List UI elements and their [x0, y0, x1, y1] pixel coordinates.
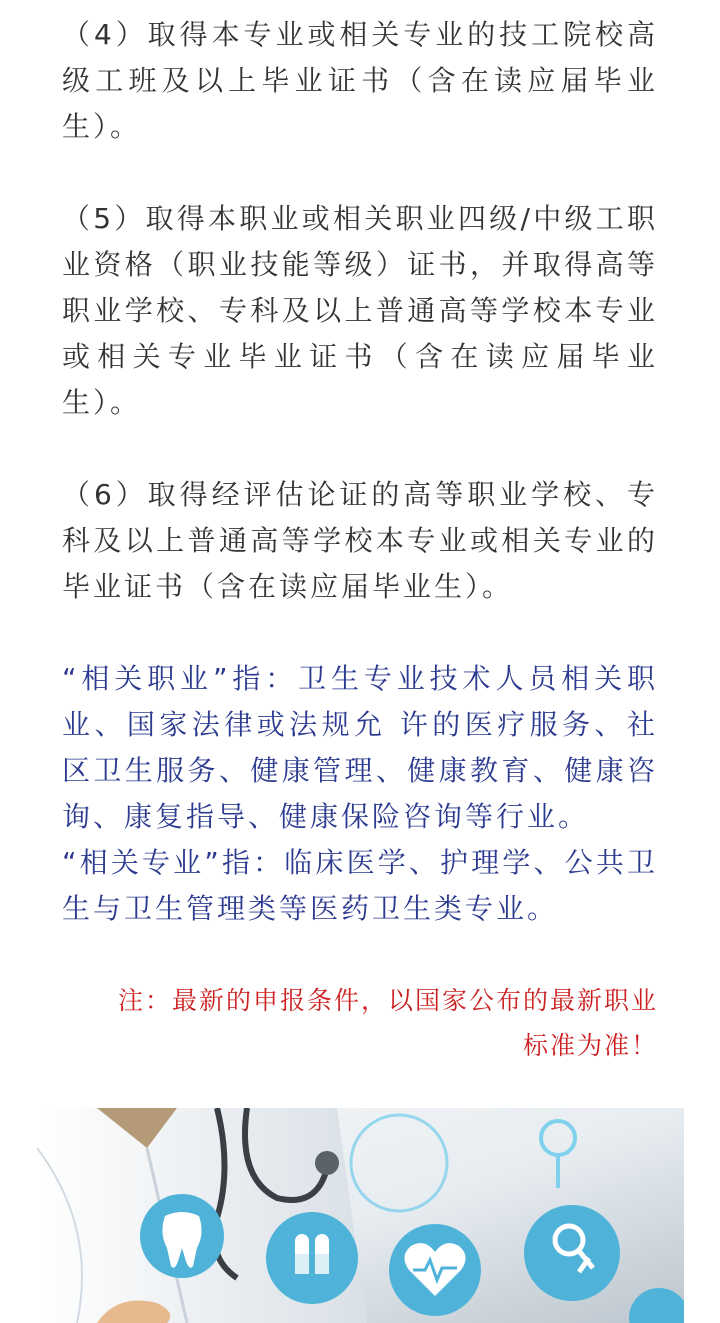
medical-illustration	[37, 1108, 684, 1323]
update-note	[62, 978, 658, 1068]
update-note-line-1: 注：最新的申报条件，以国家公布的最新职业	[117, 986, 658, 1015]
heart-pulse-icon	[389, 1224, 481, 1316]
female-symbol-icon	[524, 1205, 620, 1301]
related-occupation-definition: “相关职业”指：卫生专业技术人员相关职业、国家法律或法规允 许的医疗服务、社区卫生服务、健康管理、健康教育、健康咨询、康复指导、健康保险咨询等行业。	[62, 662, 658, 833]
requirement-5: （5）取得本职业或相关职业四级/中级工职业资格（职业技能等级）证书，并取得高等职业学校、专科及以上普通高等学校本专业或相关专业毕业证书（含在读应届毕业生）。	[62, 202, 658, 419]
related-major-definition: “相关专业”指：临床医学、护理学、公共卫生与卫生管理类等医药卫生类专业。	[62, 846, 658, 925]
requirement-4: （4）取得本专业或相关专业的技工院校高级工班及以上毕业证书（含在读应届毕业生）。	[62, 18, 658, 143]
requirement-6: （6）取得经评估论证的高等职业学校、专科及以上普通高等学校本专业或相关专业的毕业证书（含在读应届毕业生）。	[62, 478, 658, 603]
tooth-icon	[140, 1194, 224, 1278]
capsule-icon	[266, 1212, 358, 1304]
update-note-line-2: 标准为准！	[522, 1031, 658, 1060]
